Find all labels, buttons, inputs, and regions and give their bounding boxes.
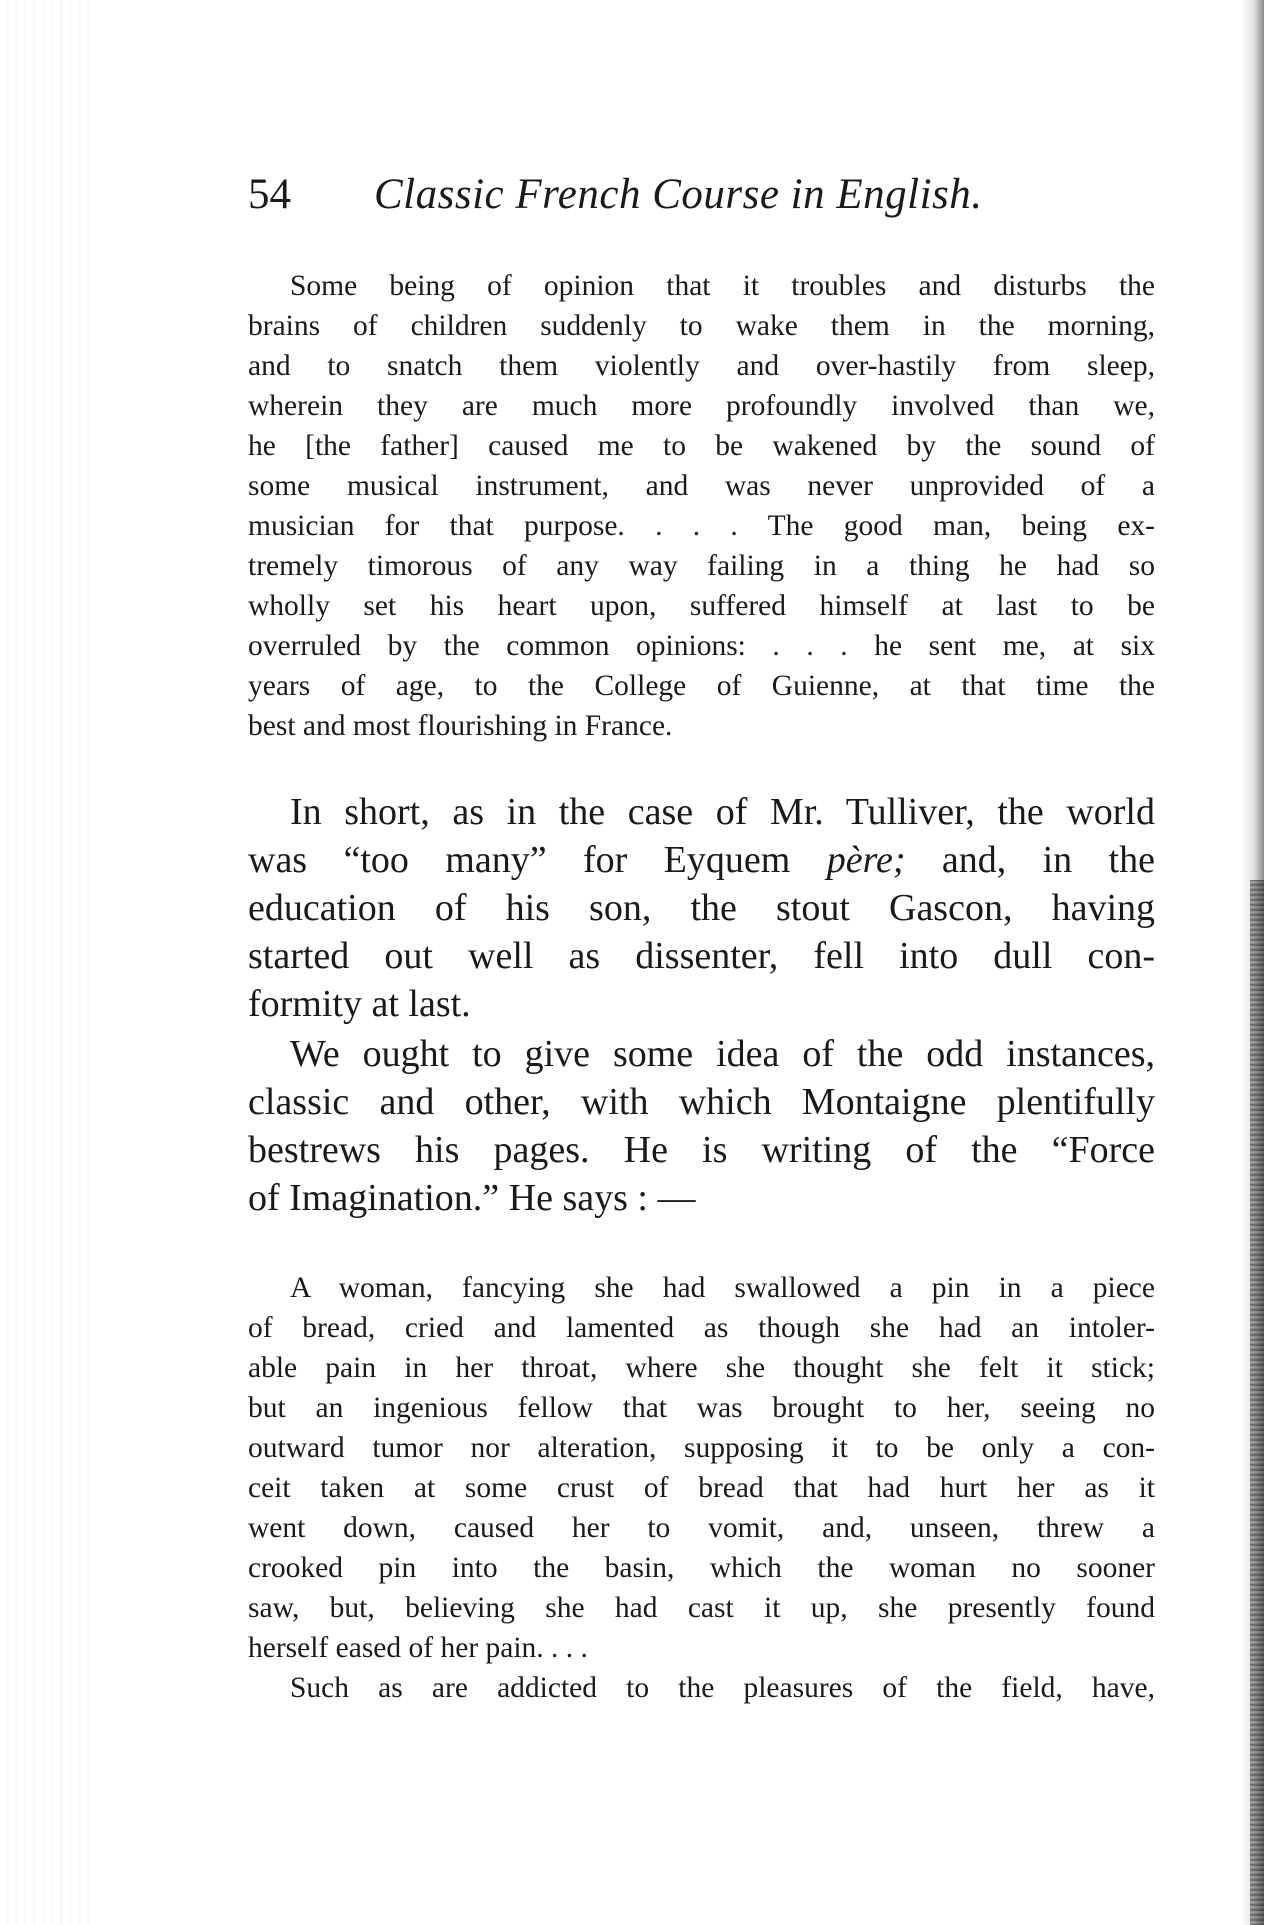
text-line: and to snatch them violently and over-hastily from sleep, <box>248 350 1155 382</box>
body-paragraph-imagination <box>248 1030 1155 1222</box>
text-line: formity at last. <box>248 983 471 1025</box>
text-line: started out well as dissenter, fell into dull con- <box>248 935 1155 977</box>
text-line: he [the father] caused me to be wakened by the sound of <box>248 430 1155 462</box>
text-line: went down, caused her to vomit, and, unseen, threw a <box>248 1512 1155 1544</box>
text-line: crooked pin into the basin, which the woman no sooner <box>248 1552 1155 1584</box>
running-head <box>248 170 1068 219</box>
text-line: overruled by the common opinions: . . . he sent me, at six <box>248 630 1155 662</box>
body-paragraph-tulliver <box>248 788 1155 1028</box>
scan-edge-right-texture <box>1250 880 1264 1925</box>
scan-edge-left <box>0 0 90 1925</box>
text-line: classic and other, with which Montaigne plentifully <box>248 1081 1155 1123</box>
text-line: of Imagination.” He says : — <box>248 1177 696 1219</box>
text-line: bestrews his pages. He is writing of the “Force <box>248 1129 1155 1171</box>
text-line: wholly set his heart upon, suffered himself at last to be <box>248 590 1155 622</box>
italic-word: père; <box>826 839 906 881</box>
text-line: A woman, fancying she had swallowed a pin in a piece <box>290 1272 1155 1304</box>
text-line: ceit taken at some crust of bread that had hurt her as it <box>248 1472 1155 1504</box>
text-line: of bread, cried and lamented as though she had an intoler- <box>248 1312 1155 1344</box>
page-number: 54 <box>248 171 291 218</box>
text-line: musician for that purpose. . . . The good man, being ex- <box>248 510 1155 542</box>
text-line: We ought to give some idea of the odd instances, <box>290 1033 1155 1075</box>
text-span: was “too many” for Eyquem <box>248 839 791 881</box>
text-line: education of his son, the stout Gascon, having <box>248 887 1155 929</box>
text-line: tremely timorous of any way failing in a thing he had so <box>248 550 1155 582</box>
text-line: Some being of opinion that it troubles and disturbs the <box>290 270 1155 302</box>
text-line: some musical instrument, and was never unprovided of a <box>248 470 1155 502</box>
text-line: brains of children suddenly to wake them in the morning, <box>248 310 1155 342</box>
text-line: but an ingenious fellow that was brought to her, seeing no <box>248 1392 1155 1424</box>
block-quote-pin <box>248 1268 1155 1708</box>
text-line: herself eased of her pain. . . . <box>248 1632 588 1664</box>
text-line: In short, as in the case of Mr. Tulliver, the world <box>290 791 1155 833</box>
text-line: wherein they are much more profoundly involved than we, <box>248 390 1155 422</box>
text-line: years of age, to the College of Guienne, at that time the <box>248 670 1155 702</box>
block-quote-education <box>248 266 1155 746</box>
text-line: outward tumor nor alteration, supposing it to be only a con- <box>248 1432 1155 1464</box>
text-line: saw, but, believing she had cast it up, she presently found <box>248 1592 1155 1624</box>
text-line: able pain in her throat, where she thought she felt it stick; <box>248 1352 1155 1384</box>
text-span: and, in the <box>941 839 1155 881</box>
text-line <box>248 836 1155 884</box>
text-line: Such as are addicted to the pleasures of the field, have, <box>290 1672 1155 1704</box>
text-line: best and most flourishing in France. <box>248 710 673 742</box>
running-title: Classic French Course in English. <box>374 171 983 218</box>
